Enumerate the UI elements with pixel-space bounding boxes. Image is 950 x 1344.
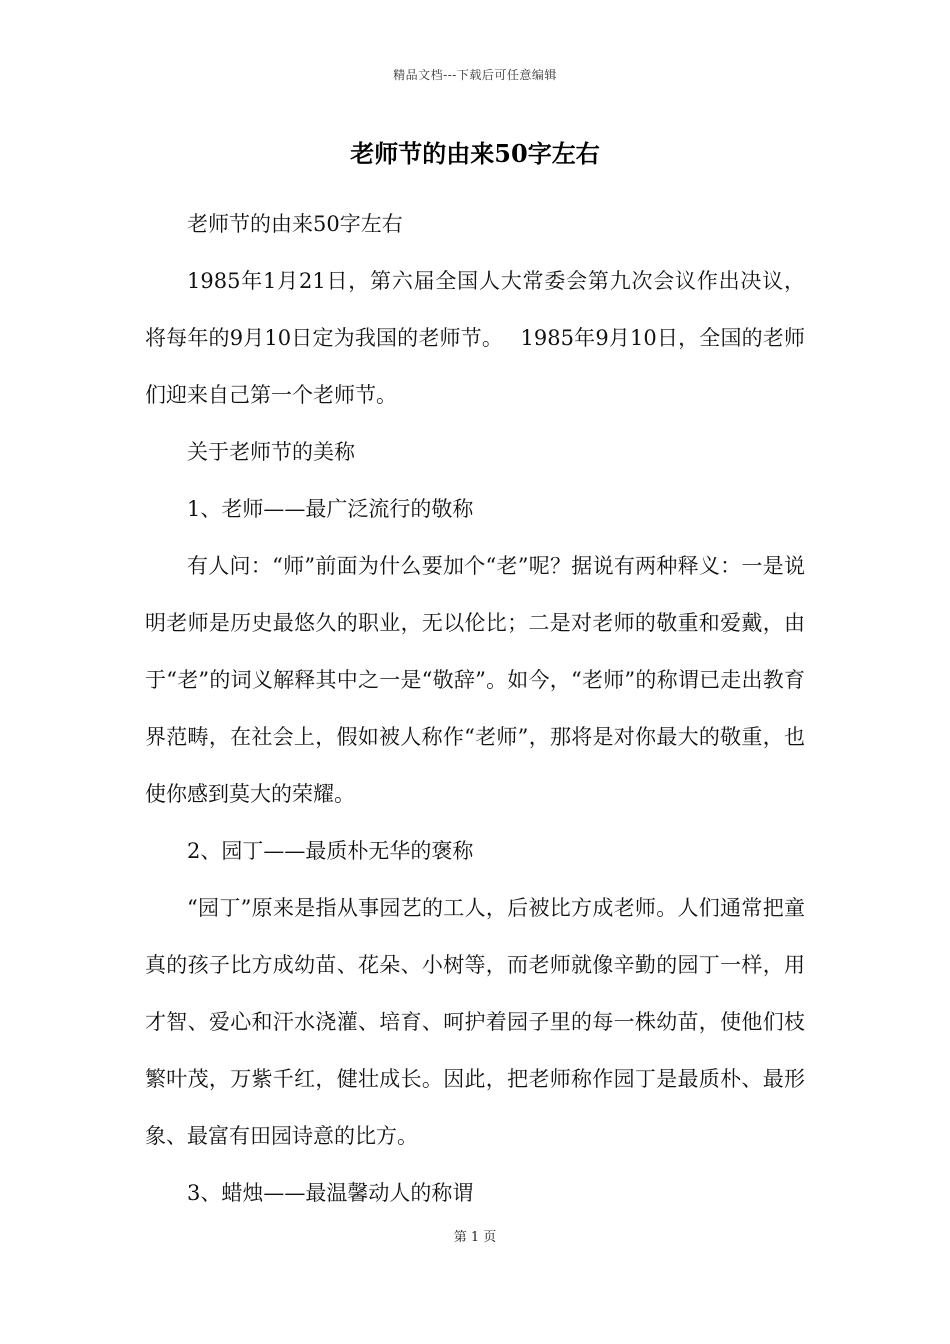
page-header: 精品文档---下载后可任意编辑 <box>393 68 557 82</box>
paragraph-heading-candle: 3、蜡烛——最温馨动人的称谓 <box>187 1181 474 1205</box>
paragraph-heading-titles: 关于老师节的美称 <box>187 440 355 464</box>
document-title: 老师节的由来50字左右 <box>350 139 600 168</box>
paragraph-gardener-explanation: “园丁”原来是指从事园艺的工人，后被比方成老师。人们通常把童真的孩子比方成幼苗、花朵、小树等，而老师就像辛勤的园丁一样，用才智、爱心和汗水浇灌、培育、呵护着园子里的每一株幼苗，使他们枝繁叶茂，万紫千红，健壮成长。因此，把老师称作园丁是最质朴、最形象、最富有田园诗意的比方。 <box>145 896 805 1148</box>
page-number: 第 1 页 <box>453 1230 497 1245</box>
paragraph-heading-teacher: 1、老师——最广泛流行的敬称 <box>187 497 474 521</box>
document-body <box>145 196 805 1222</box>
paragraph-history: 1985年1月21日，第六届全国人大常委会第九次会议作出决议，将每年的9月10日定为我国的老师节。 1985年9月10日，全国的老师们迎来自己第一个老师节。 <box>145 269 805 407</box>
paragraph-subtitle: 老师节的由来50字左右 <box>187 212 403 236</box>
paragraph-heading-gardener: 2、园丁——最质朴无华的褒称 <box>187 839 474 863</box>
paragraph-teacher-explanation: 有人问：“师”前面为什么要加个“老”呢？据说有两种释义：一是说明老师是历史最悠久的职业，无以伦比；二是对老师的敬重和爱戴，由于“老”的词义解释其中之一是“敬辞”。如今，“老师”的称谓已走出教育界范畴，在社会上，假如被人称作“老师”，那将是对你最大的敬重，也使你感到莫大的荣耀。 <box>145 554 805 806</box>
